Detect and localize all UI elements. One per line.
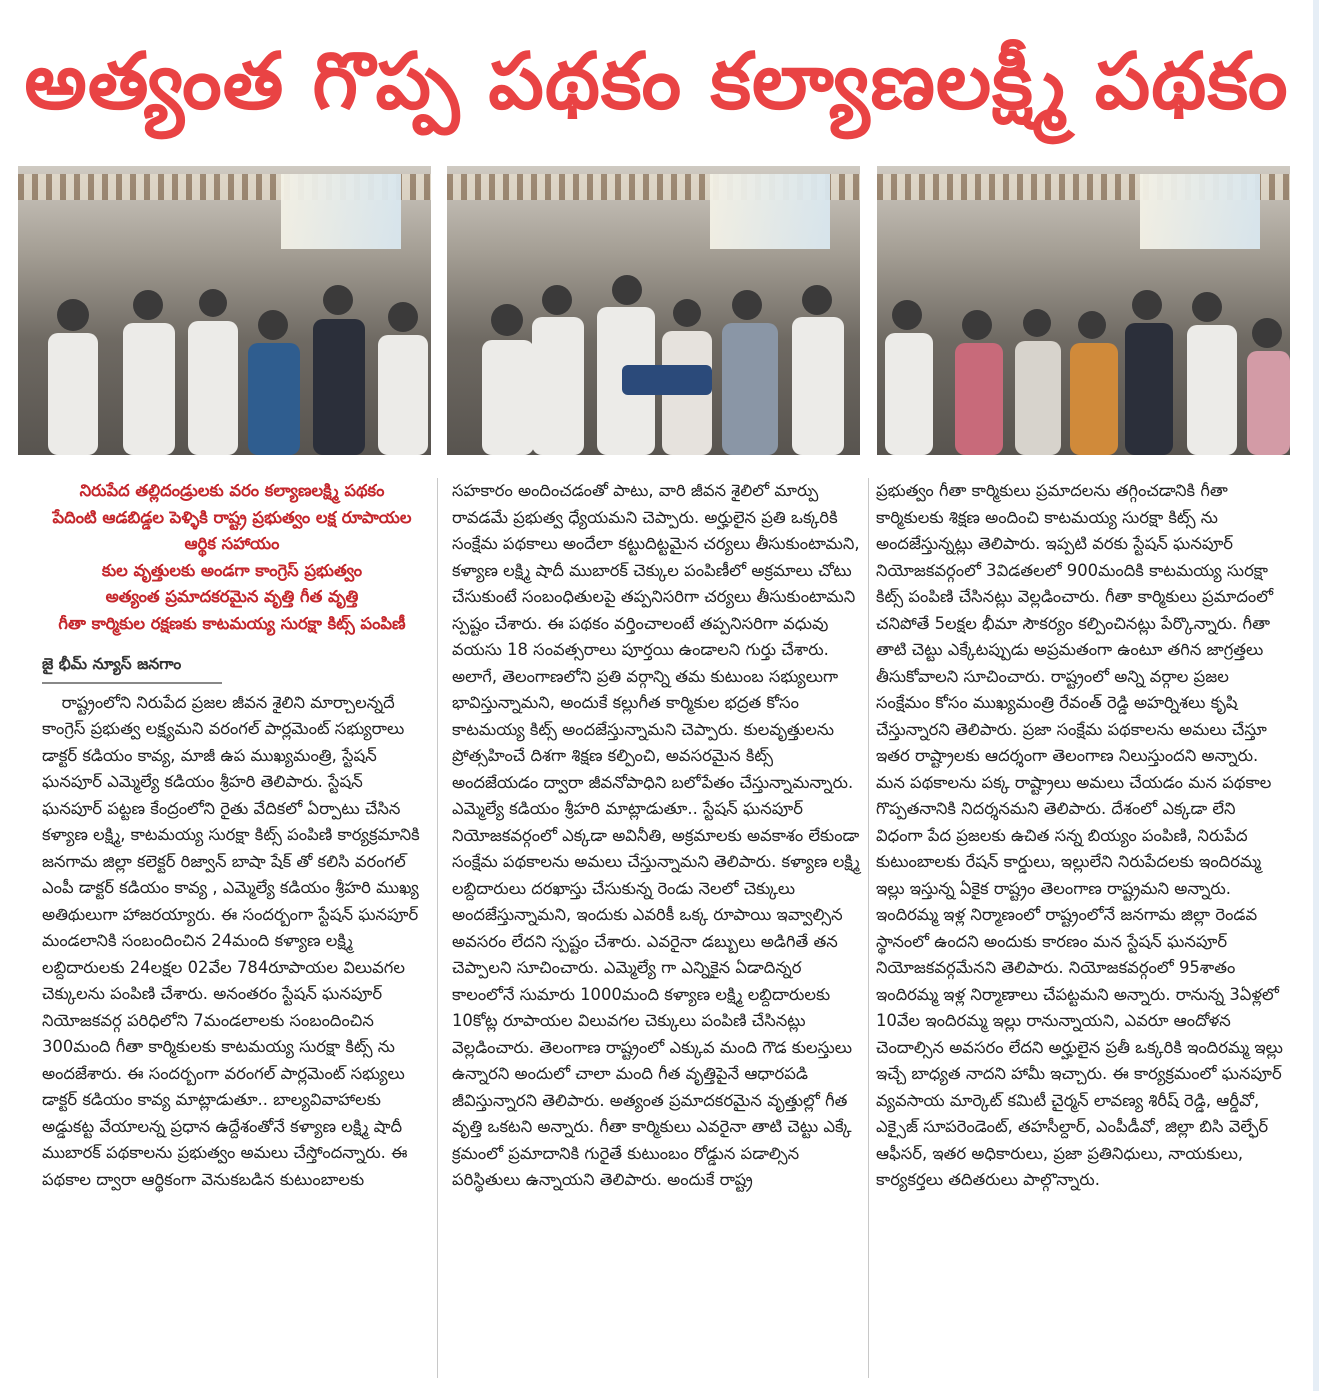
- photo-kit-distribution-2: [447, 166, 860, 455]
- page-edge: [1313, 0, 1319, 1391]
- column-separator: [437, 478, 438, 1378]
- article-column-1: [42, 478, 422, 1378]
- article-text-3: ప్రభుత్వం గీతా కార్మికులు ప్రమాదలను తగ్గించడానికి గీతా కార్మికులకు శిక్షణ అందించి కాటమయ్య సురక్షా కిట్స్ ను అందజేస్తున్నట్లు తెలిపారు. ఇప్పటి వరకు స్టేషన్ ఘనపూర్ నియోజకవర్గంలో 3విడతలలో 900మందికి కాటమయ్య సురక్షా కిట్స్ పంపిణి చేసినట్లు వెల్లడించారు. గీతా కార్మికులు ప్రమాదంలో చనిపోతే 5లక్షల భీమా సౌకర్యం కల్పించినట్లు పేర్కొన్నారు. గీతా తాటి చెట్టు ఎక్కేటప్పుడు అప్రమతంగా ఉంటూ తగిన జాగ్రత్తలు తీసుకోవాలని సూచించారు. రాష్ట్రంలో అన్ని వర్గాల ప్రజల సంక్షేమం కోసం ముఖ్యమంత్రి రేవంత్ రెడ్డి అహర్నిశలు కృషి చేస్తున్నారని తెలిపారు. ప్రజా సంక్షేమ పథకాలను అమలు చేస్తూ ఇతర రాష్ట్రాలకు ఆదర్శంగా తెలంగాణ నిలుస్తుందని అన్నారు. మన పథకాలను పక్క రాష్ట్రాలు అమలు చేయడం మన పథకాల గొప్పతనానికి నిదర్శనమని తెలిపారు. దేశంలో ఎక్కడా లేని విధంగా పేద ప్రజలకు ఉచిత సన్న బియ్యం పంపిణి, నిరుపేద కుటుంబాలకు రేషన్ కార్డులు, ఇల్లులేని నిరుపేదలకు ఇందిరమ్మ ఇల్లు ఇస్తున్న ఏకైక రాష్ట్రం తెలంగాణ రాష్ట్రమని అన్నారు. ఇందిరమ్మ ఇళ్ల నిర్మాణంలో రాష్ట్రంలోనే జనగామ జిల్లా రెండవ స్థానంలో ఉందని అందుకు కారణం మన స్టేషన్ ఘనపూర్ నియోజకవర్గమేనని తెలిపారు. నియోజకవర్గంలో 95శాతం ఇందిరమ్మ ఇళ్ల నిర్మాణాలు చేపట్టమని అన్నారు. రానున్న 3ఏళ్లలో 10వేల ఇందిరమ్మ ఇల్లు రానున్నాయని, ఎవరూ ఆందోళన చెందాల్సిన అవసరం లేదని అర్హులైన ప్రతీ ఒక్కరికి ఇందిరమ్మ ఇల్లు ఇచ్చే బాధ్యత నాదని హామీ ఇచ్చారు. ఈ కార్యక్రమంలో ఘనపూర్ వ్యవసాయ మార్కెట్ కమిటీ చైర్మన్ లావణ్య శిరీష్ రెడ్డి, ఆర్డీవో, ఎక్సైజ్ సూపరెండెంట్, తహసీల్దార్, ఎంపీడీవో, జిల్లా బిసి వెల్ఫేర్ ఆఫీసర్, ఇతర అధికారులు, ప్రజా ప్రతినిధులు, నాయకులు, కార్యకర్తలు తదితరులు పాల్గొన్నారు.: [876, 481, 1283, 1189]
- subhead-1: నిరుపేద తల్లిదండ్రులకు వరం కల్యాణలక్ష్మి పథకం: [79, 481, 385, 500]
- subhead-4: అత్యంత ప్రమాదకరమైన వృత్తి గీత వృత్తి: [105, 587, 359, 606]
- column-separator: [868, 478, 869, 1378]
- byline-rule: [42, 682, 222, 684]
- photo-cheque-distribution: [877, 166, 1290, 455]
- article-text-1: రాష్ట్రంలోని నిరుపేద ప్రజల జీవన శైలిని మార్చాలన్నదే కాంగ్రెస్ ప్రభుత్వ లక్ష్యమని వరంగల్ పార్లమెంట్ సభ్యురాలు డాక్టర్ కడియం కావ్య, మాజీ ఉప ముఖ్యమంత్రి, స్టేషన్ ఘనపూర్ ఎమ్మెల్యే కడియం శ్రీహరి తెలిపారు. స్టేషన్ ఘనపూర్ పట్టణ కేంద్రంలోని రైతు వేదికలో ఏర్పాటు చేసిన కళ్యాణ లక్ష్మి, కాటమయ్య సురక్షా కిట్స్ పంపిణి కార్యక్రమానికి జనగామ జిల్లా కలెక్టర్ రిజ్వాన్ బాషా షేక్ తో కలిసి వరంగల్ ఎంపీ డాక్టర్ కడియం కావ్య , ఎమ్మెల్యే కడియం శ్రీహరి ముఖ్య అతిథులుగా హాజరయ్యారు. ఈ సందర్బంగా స్టేషన్ ఘనపూర్ మండలానికి సంబందించిన 24మంది కళ్యాణ లక్ష్మి లబ్దిదారులకు 24లక్షల 02వేల 784రూపాయల విలువగల చెక్కులను పంపిణి చేశారు. అనంతరం స్టేషన్ ఘనపూర్ నియోజకవర్గ పరిధిలోని 7మండలాలకు సంబందించిన 300మంది గీతా కార్మికులకు కాటమయ్య సురక్షా కిట్స్ ను అందజేశారు. ఈ సందర్బంగా వరంగల్ పార్లమెంట్ సభ్యులు డాక్టర్ కడియం కావ్య మాట్లాడుతూ.. బాల్యవివాహాలకు అడ్డుకట్ట వేయాలన్న ప్రధాన ఉద్దేశంతోనే కళ్యాణ లక్ష్మి షాదీ ముబారక్ పథకాలను ప్రభుత్వం అమలు చేస్తోందన్నారు. ఈ పథకాల ద్వారా ఆర్థికంగా వెనుకబడిన కుటుంబాలకు: [42, 692, 420, 1189]
- subhead-2: పేదింటి ఆడబిడ్డల పెళ్ళికి రాష్ట్ర ప్రభుత్వం లక్ష రూపాయల ఆర్థిక సహాయం: [52, 507, 412, 553]
- headline: అత్యంత గొప్ప పథకం కల్యాణలక్ష్మీ పథకం: [24, 37, 1289, 127]
- photo-kit-distribution-1: [18, 166, 431, 455]
- article-column-3: [876, 478, 1286, 1378]
- article-column-2: [452, 478, 862, 1378]
- subhead-3: కుల వృత్తులకు అండగా కాంగ్రెస్ ప్రభుత్వం: [101, 560, 363, 580]
- byline: జై భీమ్ న్యూస్ జనగాం: [42, 655, 182, 673]
- subhead-5: గీతా కార్మికుల రక్షణకు కాటమయ్య సురక్షా కిట్స్ పంపిణీ: [58, 613, 406, 633]
- subheadlines: [42, 478, 422, 637]
- article-text-2: సహకారం అందించడంతో పాటు, వారి జీవన శైలిలో మార్పు రావడమే ప్రభుత్వ ధ్యేయమని చెప్పారు. అర్హులైన ప్రతి ఒక్కరికి సంక్షేమ పథకాలు అందేలా కట్టుదిట్టమైన చర్యలు తీసుకుంటామని, కళ్యాణ లక్ష్మి షాదీ ముబారక్ చెక్కుల పంపిణీలో అక్రమాలు చోటు చేసుకుంటే సంబంధితులపై తప్పనిసరిగా చర్యలు తీసుకుంటామని స్పష్టం చేశారు. ఈ పథకం వర్తించాలంటే తప్పనిసరిగా వధువు వయసు 18 సంవత్సరాలు పూర్తయి ఉండాలని గుర్తు చేశారు. అలాగే, తెలంగాణలోని ప్రతి వర్గాన్ని తమ కుటుంబ సభ్యులుగా భావిస్తున్నామని, అందుకే కల్లుగీత కార్మికుల భద్రత కోసం కాటమయ్య కిట్స్ అందజేస్తున్నామని చెప్పారు. కులవృత్తులను ప్రోత్సహించే దిశగా శిక్షణ కల్పించి, అవసరమైన కిట్స్ అందజేయడం ద్వారా జీవనోపాధిని బలోపేతం చేస్తున్నామన్నారు. ఎమ్మెల్యే కడియం శ్రీహరి మాట్లాడుతూ.. స్టేషన్ ఘనపూర్ నియోజకవర్గంలో ఎక్కడా అవినీతి, అక్రమాలకు అవకాశం లేకుండా సంక్షేమ పథకాలను అమలు చేస్తున్నామని తెలిపారు. కళ్యాణ లక్ష్మి లబ్దిదారులు దరఖాస్తు చేసుకున్న రెండు నెలలో చెక్కులు అందజేస్తున్నామని, ఇందుకు ఎవరికీ ఒక్క రూపాయి ఇవ్వాల్సిన అవసరం లేదని స్పష్టం చేశారు. ఎవరైనా డబ్బులు అడిగితే తన చెప్పాలని సూచించారు. ఎమ్మెల్యే గా ఎన్నికైన ఏడాదిన్నర కాలంలోనే సుమారు 1000మంది కళ్యాణ లక్ష్మి లబ్దిదారులకు 10కోట్ల రూపాయల విలువగల చెక్కులు పంపిణి చేసినట్లు వెల్లడించారు. తెలంగాణ రాష్ట్రంలో ఎక్కువ మంది గౌడ కులస్తులు ఉన్నారని అందులో చాలా మంది గీత వృత్తిపైనే ఆధారపడి జీవిస్తున్నారని తెలిపారు. అత్యంత ప్రమాదకరమైన వృత్తుల్లో గీత వృత్తి ఒకటని అన్నారు. గీతా కార్మికులు ఎవరైనా తాటి చెట్టు ఎక్కే క్రమంలో ప్రమాదానికి గురైతే కుటుంబం రోడ్డున పడాల్సిన పరిస్థితులు ఉన్నాయని తెలిపారు. అందుకే రాష్ట్ర: [452, 481, 860, 1189]
